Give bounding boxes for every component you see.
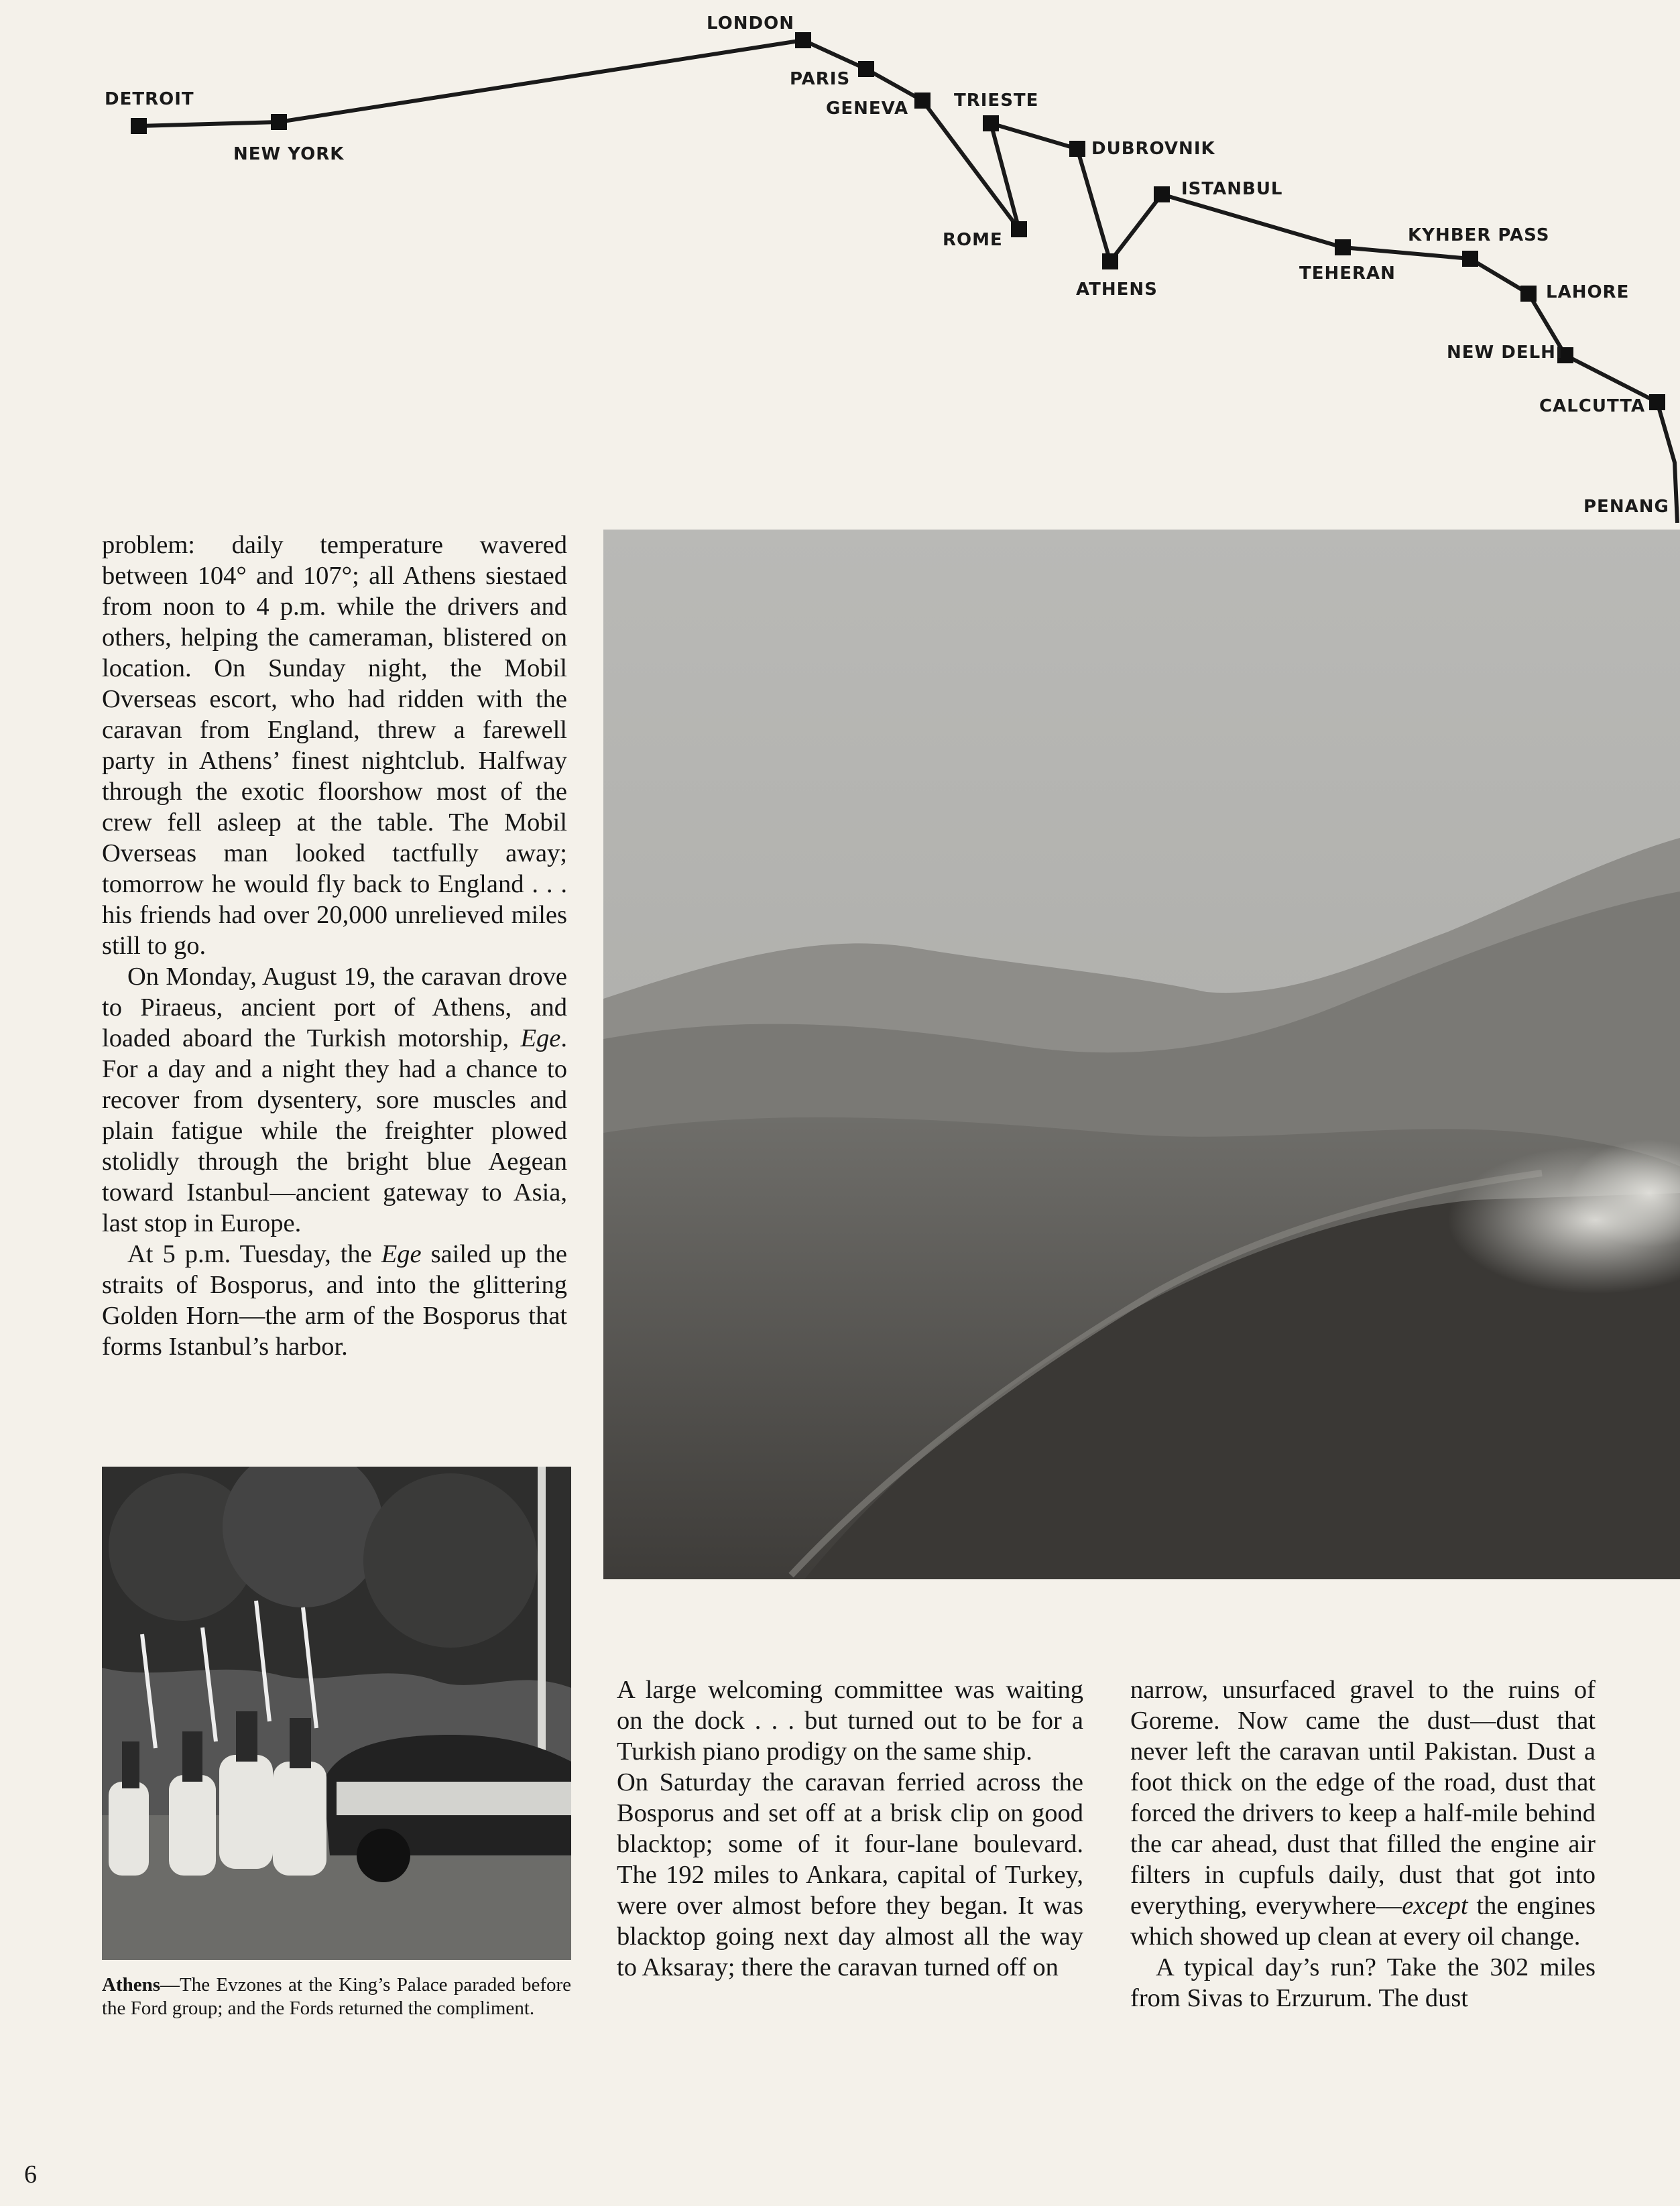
emphasis-except: except bbox=[1402, 1892, 1468, 1920]
left-text-column bbox=[102, 530, 567, 1362]
city-marker-new-york bbox=[271, 114, 287, 130]
evzones-photo-image bbox=[102, 1467, 571, 1960]
left-paragraph-2-text-b: . For a day and a night they had a chance to recover from dysentery, sore muscles and plain fatigue while the freighter plowed stolidly through the bright blue Aegean toward Istanbul—ancient gateway to Asia, last stop in Europe. bbox=[102, 1024, 567, 1237]
city-label-athens: ATHENS bbox=[1076, 280, 1158, 300]
caption-text: —The Evzones at the King’s Palace paraded before the Ford group; and the Fords returned the compliment. bbox=[102, 1974, 571, 2019]
middle-text-column bbox=[617, 1674, 1083, 1983]
city-label-new-delhi: NEW DELHI bbox=[1447, 343, 1563, 363]
middle-paragraph-2: On Saturday the caravan ferried across the Bosporus and set off at a brisk clip on good blacktop; some of it four-lane boulevard. The 192 miles to Ankara, capital of Turkey, were over almost before they began. It was blacktop going next day almost all the way to Aksaray; there the caravan turned off on bbox=[617, 1768, 1083, 1981]
left-paragraph-3-text-a: At 5 p.m. Tuesday, the bbox=[127, 1240, 381, 1268]
city-label-penang: PENANG bbox=[1583, 497, 1669, 517]
city-marker-istanbul bbox=[1154, 186, 1170, 202]
right-paragraph-2: A typical day’s run? Take the 302 miles from Sivas to Erzurum. The dust bbox=[1130, 1953, 1596, 2012]
city-marker-calcutta bbox=[1649, 394, 1665, 410]
city-marker-geneva bbox=[914, 93, 931, 109]
city-label-new-york: NEW YORK bbox=[233, 144, 345, 164]
photo-caption bbox=[102, 1973, 571, 2020]
city-label-lahore: LAHORE bbox=[1546, 282, 1630, 302]
city-label-paris: PARIS bbox=[790, 69, 851, 89]
evzones-photo bbox=[102, 1467, 571, 1960]
city-label-london: LONDON bbox=[707, 13, 794, 34]
left-paragraph-2-text-a: On Monday, August 19, the caravan drove to Piraeus, ancient port of Athens, and loaded aboard the Turkish motorship, bbox=[102, 963, 567, 1052]
page-number: 6 bbox=[24, 2160, 37, 2189]
city-label-trieste: TRIESTE bbox=[954, 90, 1039, 111]
left-paragraph-3-text-b: sailed up the straits of Bosporus, and into the glittering Golden Horn—the arm of the Bosporus that forms Istanbul’s harbor. bbox=[102, 1240, 568, 1361]
city-label-geneva: GENEVA bbox=[826, 99, 909, 119]
city-marker-trieste bbox=[983, 115, 999, 131]
left-paragraph-1: problem: daily temperature wavered between 104° and 107°; all Athens siestaed from noon to 4 p.m. while the drivers and others, helping the cameraman, blistered on location. On Sunday night, the Mobil Overseas escort, who had ridden with the caravan from England, threw a farewell party in Athens’ finest nightclub. Halfway through the exotic floorshow most of the crew fell asleep at the table. The Mobil Overseas man looked tactfully away; tomorrow he would fly back to England . . . his friends had over 20,000 unrelieved miles still to go. bbox=[102, 531, 567, 960]
city-label-istanbul: ISTANBUL bbox=[1181, 179, 1283, 199]
right-paragraph-1-text-b: the engines which showed up clean at every oil change. bbox=[1130, 1892, 1596, 1951]
middle-paragraph-1: A large welcoming committee was waiting on the dock . . . but turned out to be for a Turkish piano prodigy on the same ship. bbox=[617, 1676, 1083, 1766]
route-map bbox=[0, 0, 1680, 536]
left-paragraph-2 bbox=[102, 961, 567, 1239]
city-marker-paris bbox=[858, 61, 874, 77]
landscape-photo-image bbox=[603, 530, 1680, 1579]
city-marker-lahore bbox=[1520, 286, 1537, 302]
city-label-dubrovnik: DUBROVNIK bbox=[1091, 139, 1215, 159]
city-marker-athens bbox=[1102, 253, 1118, 269]
right-paragraph-1 bbox=[1130, 1674, 1596, 1952]
right-text-column bbox=[1130, 1674, 1596, 2014]
landscape-photo bbox=[603, 530, 1680, 1579]
city-marker-kyhber-pass bbox=[1462, 251, 1478, 267]
city-label-rome: ROME bbox=[943, 230, 1003, 250]
city-marker-london bbox=[795, 32, 811, 48]
caption-place: Athens bbox=[102, 1974, 161, 1996]
city-label-kyhber-pass: KYHBER PASS bbox=[1408, 225, 1550, 245]
city-marker-dubrovnik bbox=[1069, 141, 1085, 157]
city-marker-detroit bbox=[131, 118, 147, 134]
ship-name: Ege bbox=[381, 1240, 422, 1268]
city-label-detroit: DETROIT bbox=[105, 89, 194, 109]
right-paragraph-1-text-a: narrow, unsurfaced gravel to the ruins of Goreme. Now came the dust—dust that never left the caravan until Pakistan. Dust a foot thick on the edge of the road, dust that forced the drivers to keep a half-mile behind the car ahead, dust that filled the engine air filters in cupfuls daily, dust that got into everything, everywhere— bbox=[1130, 1676, 1596, 1920]
ship-name: Ege bbox=[520, 1024, 561, 1052]
city-label-calcutta: CALCUTTA bbox=[1539, 396, 1646, 416]
city-label-teheran: TEHERAN bbox=[1299, 263, 1396, 284]
city-marker-teheran bbox=[1335, 239, 1351, 255]
city-marker-rome bbox=[1011, 221, 1027, 237]
left-paragraph-3 bbox=[102, 1239, 567, 1362]
